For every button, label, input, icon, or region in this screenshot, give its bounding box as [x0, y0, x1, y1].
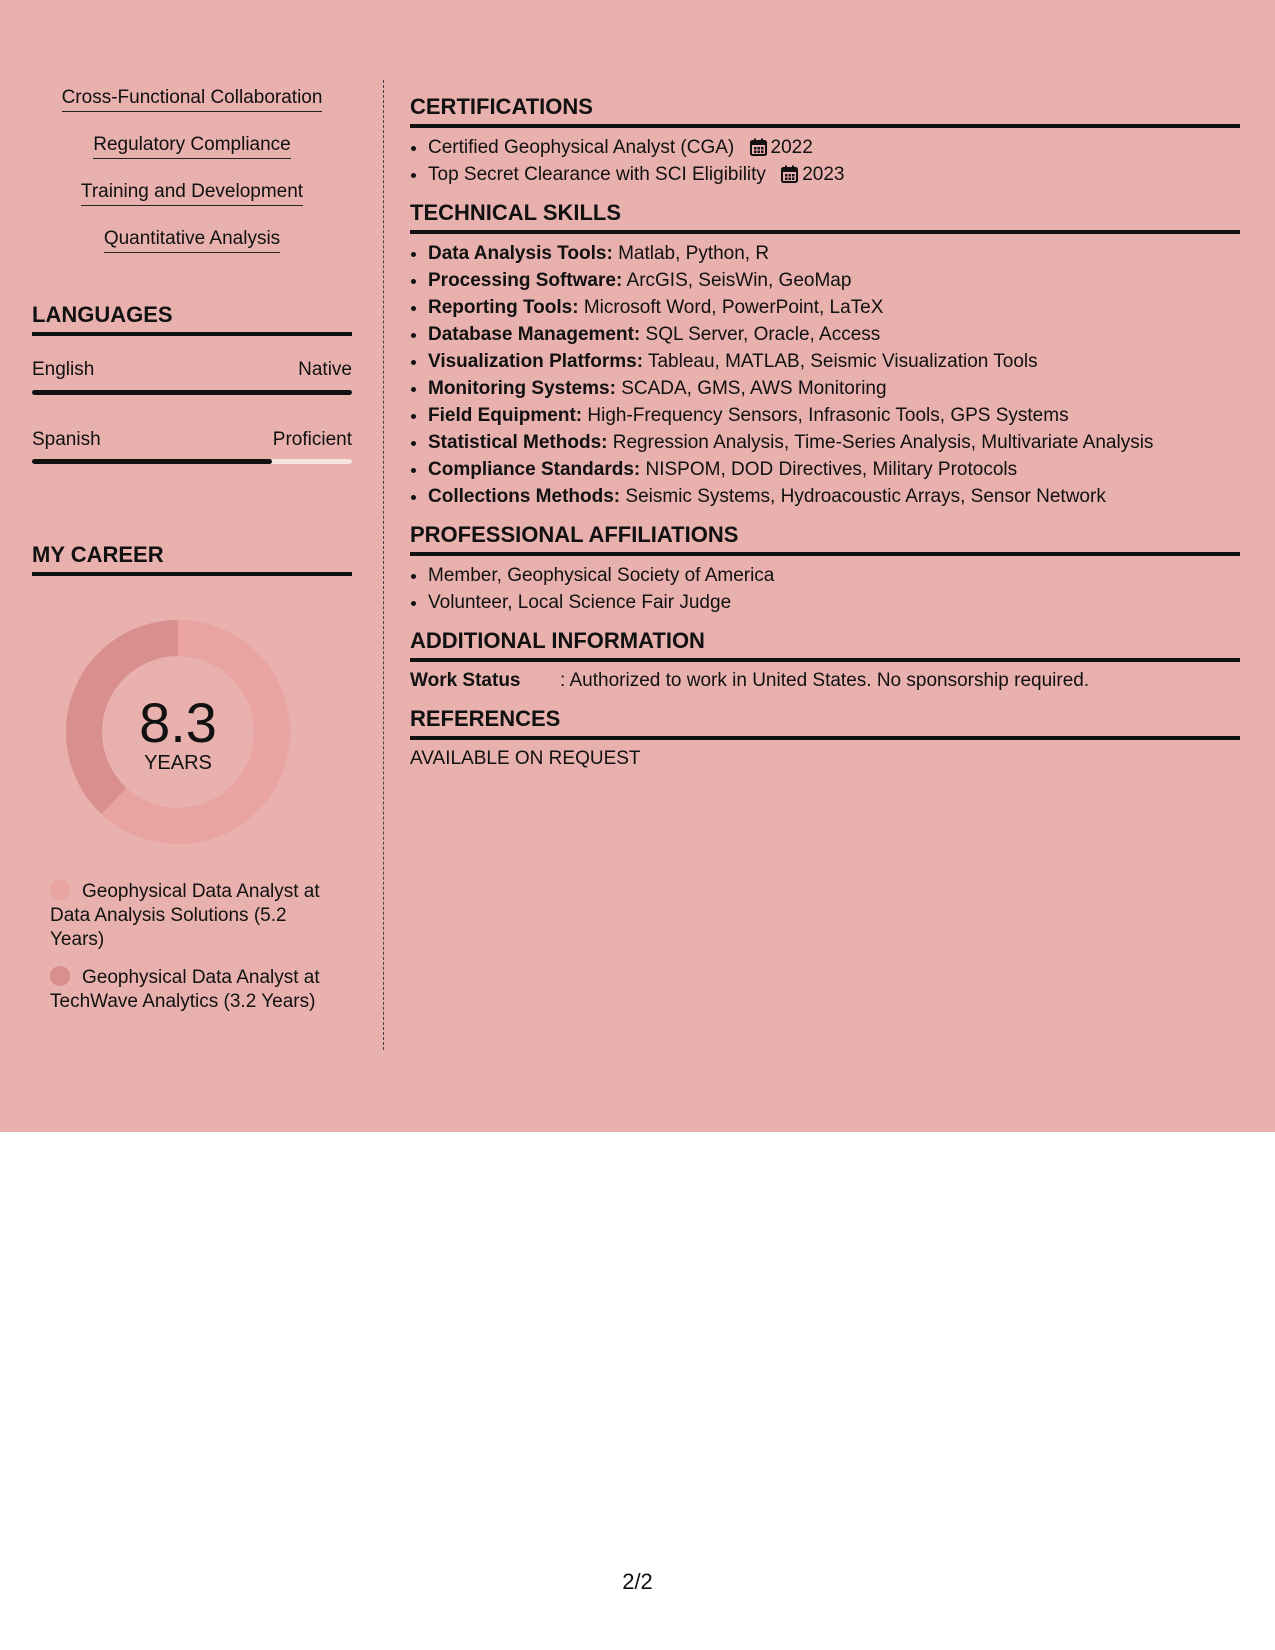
page-number: 2/2 — [622, 1569, 653, 1594]
language-name: English — [32, 359, 95, 380]
skills-list — [32, 86, 352, 274]
skill-category: Processing Software: — [428, 270, 623, 291]
main-content — [410, 92, 1240, 772]
technical-skill-item — [428, 321, 1240, 348]
certifications-list — [410, 134, 1240, 188]
certification-item — [428, 161, 1240, 188]
technical-skill-item — [428, 402, 1240, 429]
affiliation-item: • Volunteer, Local Science Fair Judge — [428, 589, 1240, 616]
language-name: Spanish — [32, 429, 101, 450]
language-row — [32, 428, 352, 452]
calendar-icon — [750, 138, 767, 156]
skill-values: Matlab, Python, R — [618, 243, 770, 264]
certification-name: Certified Geophysical Analyst (CGA) — [428, 137, 735, 158]
work-status-value: : Authorized to work in United States. No sponsorship required. — [560, 670, 1090, 691]
skill-values: SCADA, GMS, AWS Monitoring — [621, 378, 887, 399]
skill-values: Regression Analysis, Time-Series Analysis, Multivariate Analysis — [612, 432, 1154, 453]
skill-category: Compliance Standards: — [428, 459, 641, 480]
work-status-label: Work Status — [410, 670, 521, 691]
technical-skill-item — [428, 294, 1240, 321]
language-proficiency-fill — [32, 459, 272, 464]
language-level: Native — [298, 359, 352, 380]
affiliation-item: • Member, Geophysical Society of America — [428, 562, 1240, 589]
language-proficiency-fill — [32, 390, 352, 395]
skill-category: Visualization Platforms: — [428, 351, 644, 372]
language-proficiency-bar — [32, 459, 352, 464]
skill-category: Data Analysis Tools: — [428, 243, 613, 264]
career-total-unit: YEARS — [144, 752, 212, 774]
skill-category: Monitoring Systems: — [428, 378, 616, 399]
career-legend-label: Geophysical Data Analyst at TechWave Analytics (3.2 Years) — [50, 967, 320, 1012]
references-text: AVAILABLE ON REQUEST — [410, 748, 641, 769]
career-total-years: 8.3 — [139, 691, 217, 754]
technical-skill-item — [428, 483, 1240, 510]
calendar-icon — [781, 165, 798, 183]
skill-item: Quantitative Analysis — [104, 227, 280, 253]
technical-skill-item — [428, 240, 1240, 267]
legend-dot-icon — [50, 966, 70, 986]
skill-item: Regulatory Compliance — [93, 133, 291, 159]
affiliations-list — [410, 562, 1240, 616]
skill-values: Tableau, MATLAB, Seismic Visualization Tools — [647, 351, 1038, 372]
skill-category: Database Management: — [428, 324, 641, 345]
certification-year: 2023 — [802, 164, 845, 185]
legend-dot-icon — [50, 880, 70, 900]
column-divider — [383, 80, 384, 1050]
skill-values: Microsoft Word, PowerPoint, LaTeX — [583, 297, 884, 318]
technical-skill-item — [428, 456, 1240, 483]
languages-heading: LANGUAGES — [32, 300, 352, 336]
career-legend — [50, 880, 340, 1028]
technical-skill-item — [428, 375, 1240, 402]
skill-values: NISPOM, DOD Directives, Military Protocols — [645, 459, 1018, 480]
donut-center — [66, 620, 290, 844]
language-proficiency-bar — [32, 390, 352, 395]
technical-skills-list — [410, 240, 1240, 510]
technical-skill-item — [428, 348, 1240, 375]
certification-year: 2022 — [770, 137, 813, 158]
skill-category: Reporting Tools: — [428, 297, 579, 318]
additional-info-heading: ADDITIONAL INFORMATION — [410, 626, 1240, 662]
career-heading: MY CAREER — [32, 540, 352, 576]
language-row — [32, 358, 352, 382]
skill-values: SQL Server, Oracle, Access — [645, 324, 881, 345]
references-heading: REFERENCES — [410, 704, 1240, 740]
certifications-heading: CERTIFICATIONS — [410, 92, 1240, 128]
career-donut-chart — [66, 620, 290, 844]
skill-item: Cross-Functional Collaboration — [62, 86, 323, 112]
career-legend-item — [50, 880, 340, 952]
certification-name: Top Secret Clearance with SCI Eligibility — [428, 164, 766, 185]
skill-category: Field Equipment: — [428, 405, 583, 426]
technical-skills-heading: TECHNICAL SKILLS — [410, 198, 1240, 234]
skill-values: ArcGIS, SeisWin, GeoMap — [626, 270, 852, 291]
skill-category: Statistical Methods: — [428, 432, 608, 453]
affiliations-heading: PROFESSIONAL AFFILIATIONS — [410, 520, 1240, 556]
skill-values: High-Frequency Sensors, Infrasonic Tools, GPS Systems — [587, 405, 1069, 426]
technical-skill-item — [428, 429, 1240, 456]
skill-values: Seismic Systems, Hydroacoustic Arrays, Sensor Network — [625, 486, 1106, 507]
certification-item — [428, 134, 1240, 161]
career-legend-label: Geophysical Data Analyst at Data Analysis Solutions (5.2 Years) — [50, 881, 320, 950]
career-legend-item — [50, 966, 340, 1014]
skill-item: Training and Development — [81, 180, 303, 206]
language-level: Proficient — [272, 429, 352, 450]
work-status-row — [410, 668, 1240, 694]
technical-skill-item — [428, 267, 1240, 294]
skill-category: Collections Methods: — [428, 486, 621, 507]
